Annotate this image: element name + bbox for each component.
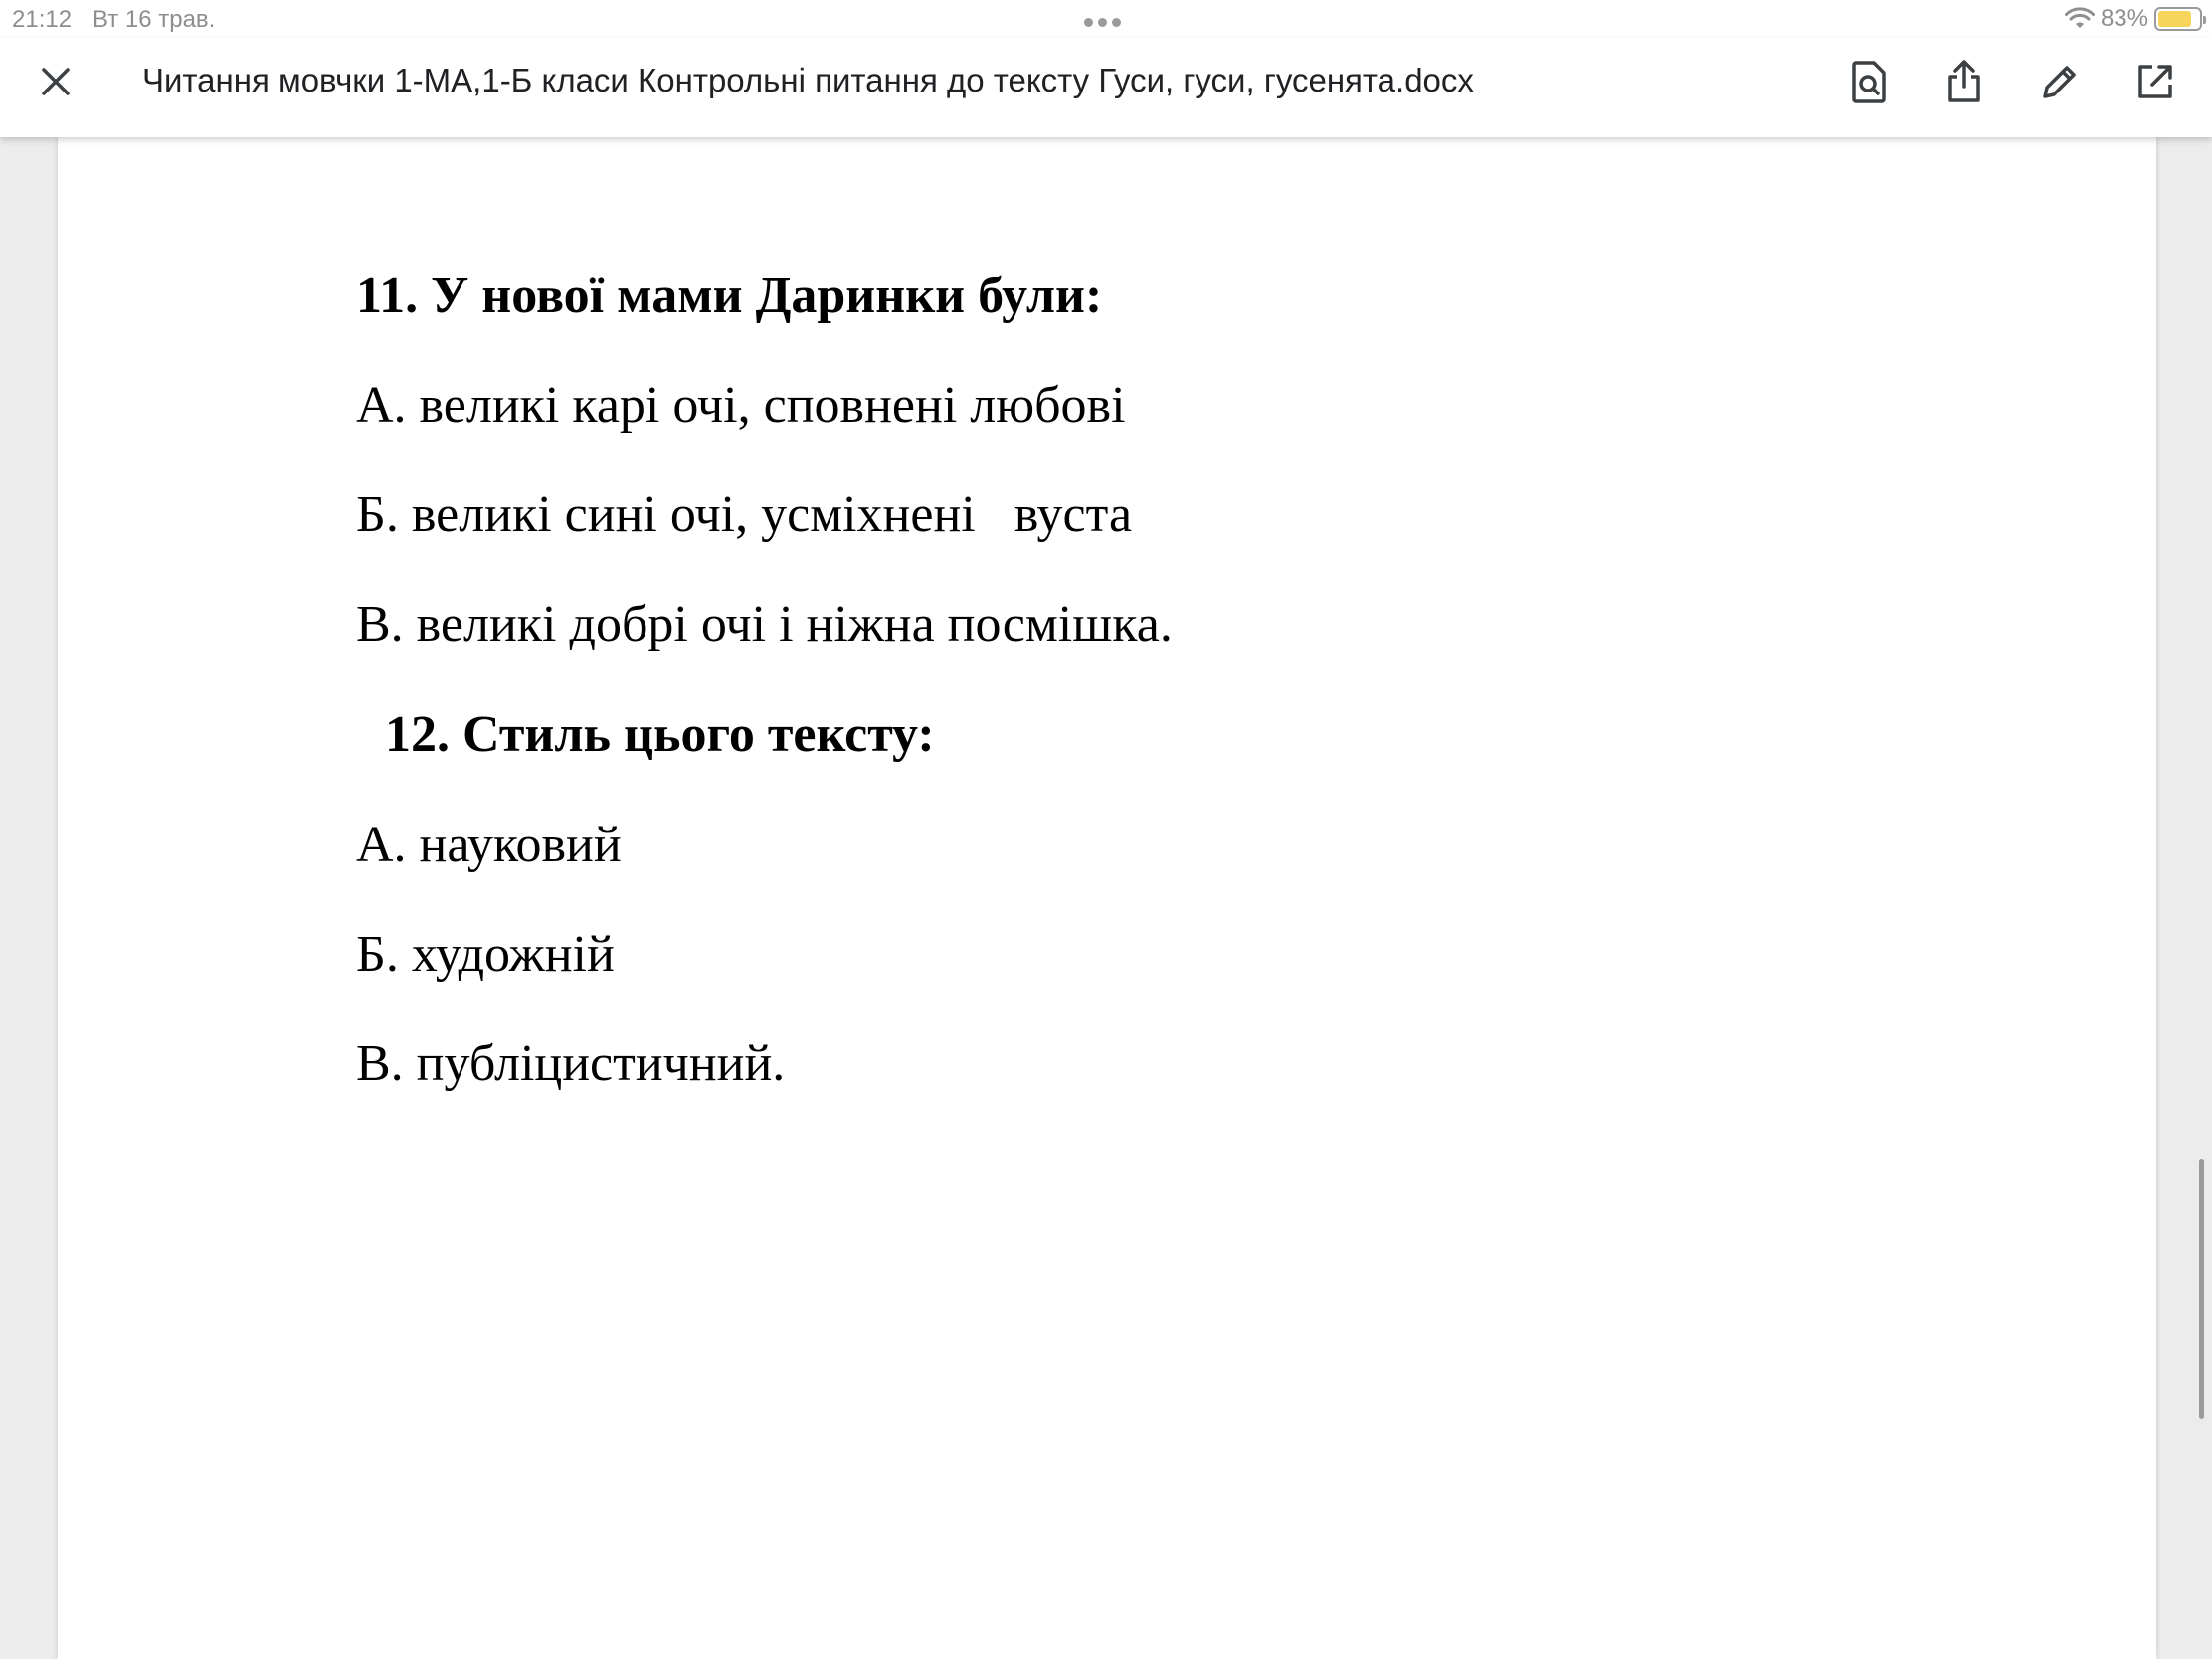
- document-title: Читання мовчки 1-МА,1-Б класи Контрольні питання до тексту Гуси, гуси, гусенята.docx: [142, 62, 1474, 98]
- question-12-option-a: А. науковий: [356, 817, 622, 873]
- question-11: 11. У нової мами Даринки були:: [356, 268, 1103, 324]
- find-in-document-button[interactable]: [1842, 54, 1898, 109]
- battery-icon: [2154, 7, 2202, 31]
- close-icon: [41, 67, 71, 96]
- status-indicators: [2065, 5, 2202, 33]
- edit-pencil-icon: [2040, 62, 2080, 101]
- document-page: [58, 137, 2156, 1659]
- status-date: Вт 16 трав.: [92, 6, 216, 33]
- share-icon: [1944, 59, 1984, 104]
- question-12-option-b: Б. художній: [356, 926, 615, 983]
- question-12: 12. Стиль цього тексту:: [385, 706, 935, 763]
- edit-button[interactable]: [2032, 54, 2088, 109]
- vertical-scrollbar[interactable]: [2199, 1159, 2204, 1419]
- share-button[interactable]: [1936, 54, 1992, 109]
- question-11-option-a: А. великі карі очі, сповнені любові: [356, 377, 1126, 434]
- status-bar: [0, 0, 2212, 38]
- wifi-icon: [2065, 7, 2095, 31]
- multitasking-dots-icon[interactable]: [1084, 18, 1121, 27]
- status-time: 21:12: [12, 6, 73, 33]
- question-11-option-b: Б. великі сині очі, усміхнені вуста: [356, 486, 1133, 543]
- question-12-option-c: В. публіцистичний.: [356, 1035, 786, 1092]
- open-external-button[interactable]: [2127, 54, 2183, 109]
- close-button[interactable]: [36, 62, 76, 101]
- open-external-icon: [2135, 62, 2175, 101]
- battery-percent: 83%: [2100, 5, 2148, 32]
- find-in-document-icon: [1850, 60, 1890, 103]
- question-11-option-c: В. великі добрі очі і ніжна посмішка.: [356, 596, 1173, 652]
- document-toolbar: [0, 38, 2212, 137]
- battery-fill: [2158, 11, 2191, 27]
